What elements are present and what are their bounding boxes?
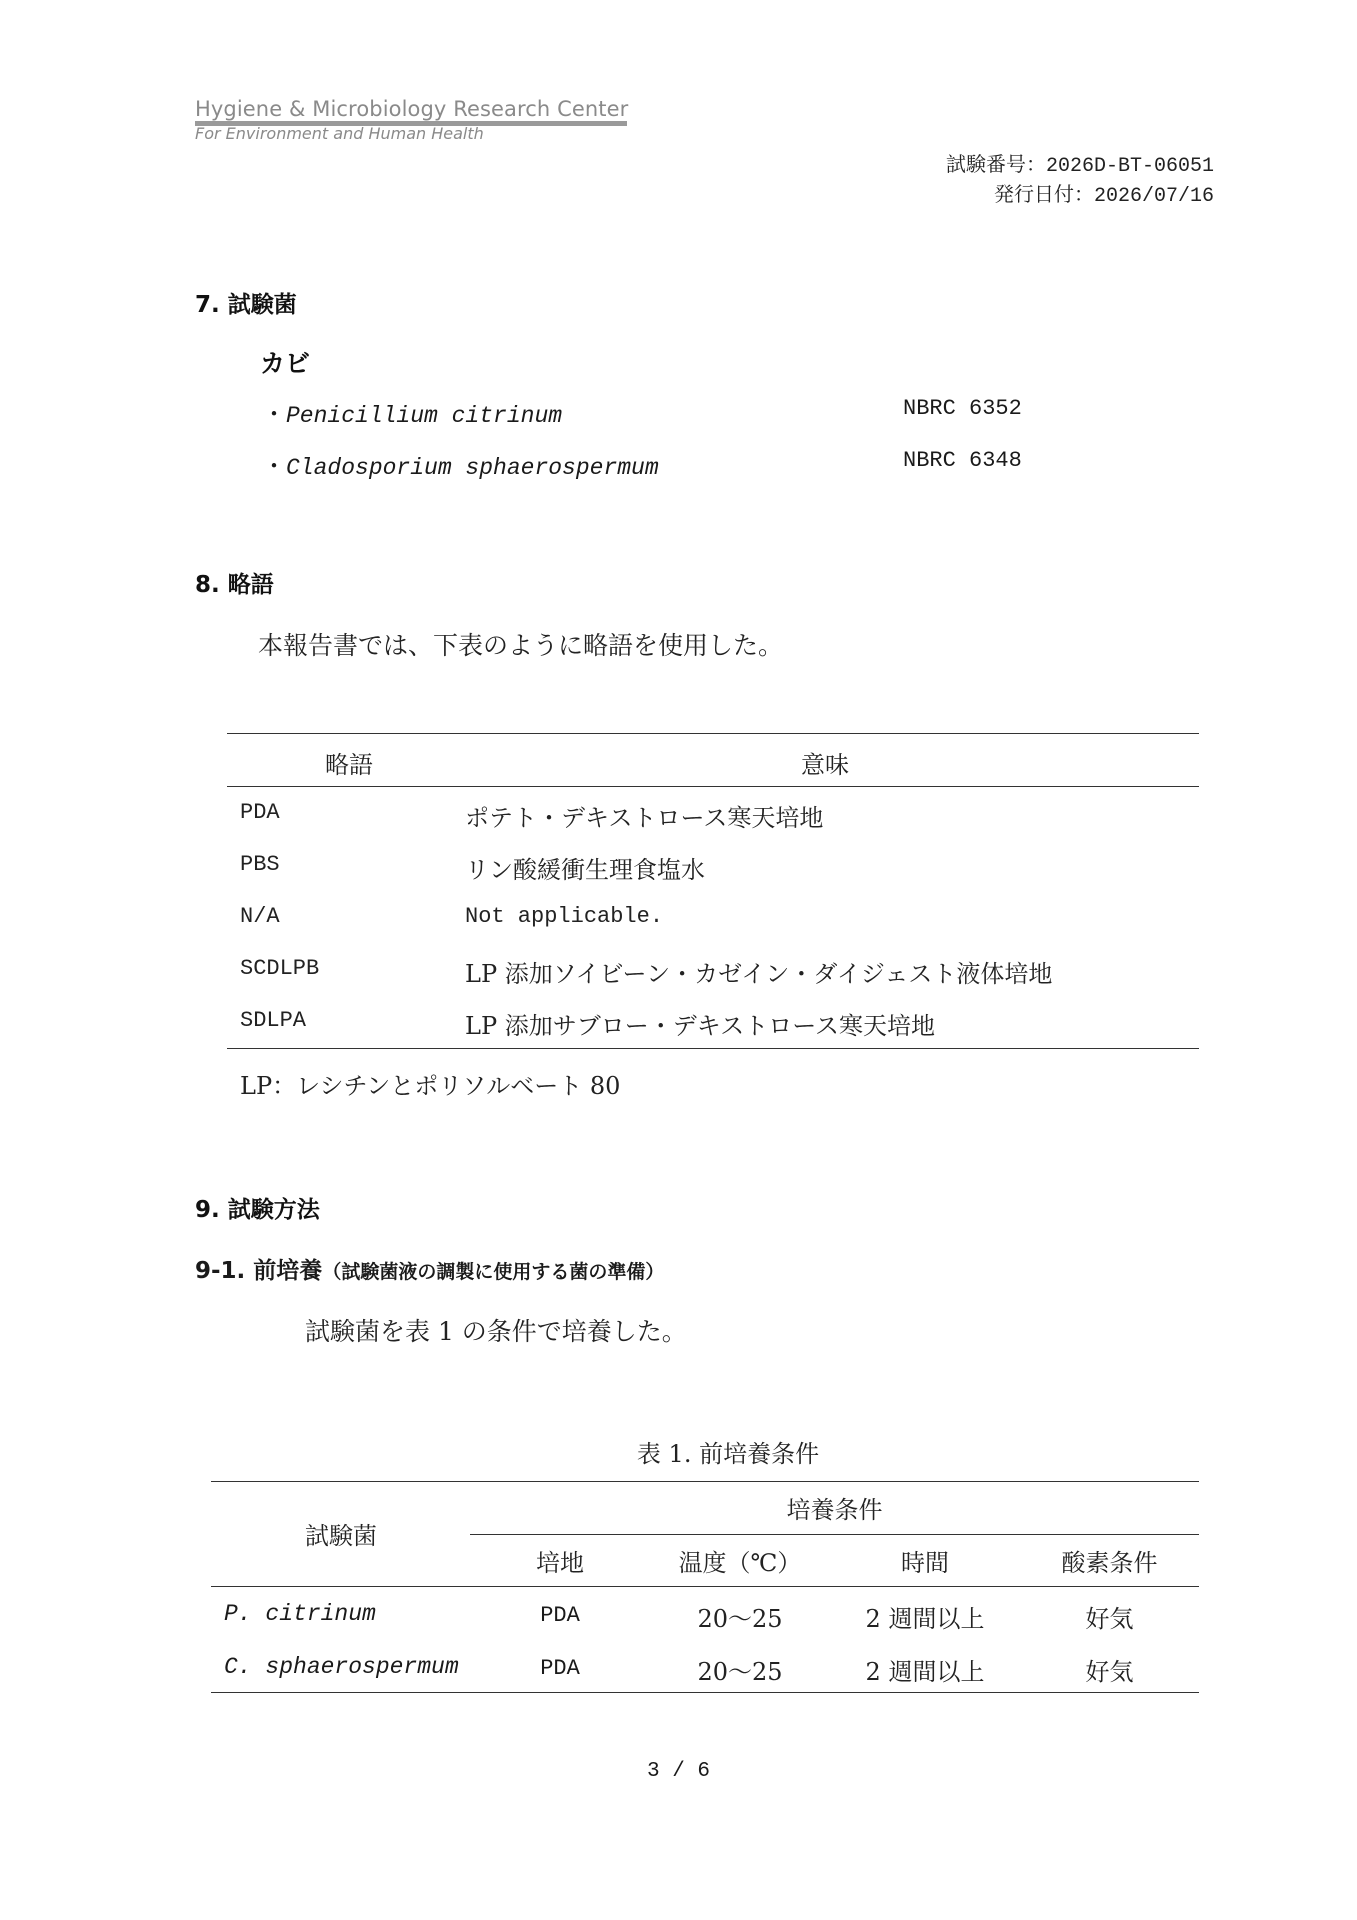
oxygen-column-header: 酸素条件 <box>1061 1549 1158 1577</box>
time-cell: 2 週間以上 <box>865 1605 985 1633</box>
organism-cell: C. sphaerospermum <box>224 1654 459 1680</box>
test-number: 試験番号：2026D-BT-06051 <box>945 155 1214 178</box>
section-7-heading: 7. 試験菌 <box>195 292 297 318</box>
org-tagline: For Environment and Human Health <box>195 124 484 143</box>
section-8-heading: 8. 略語 <box>195 572 274 598</box>
section-9-heading: 9. 試験方法 <box>195 1197 320 1223</box>
page-number: 3 / 6 <box>646 1760 710 1783</box>
strain-row <box>262 446 659 481</box>
meaning-cell: Not applicable. <box>465 904 664 929</box>
strain-name: Penicillium citrinum <box>286 403 563 429</box>
table-top-rule <box>227 733 1199 734</box>
table-1-caption: 表 1. 前培養条件 <box>636 1440 820 1468</box>
meaning-cell: LP 添加ソイビーン・カゼイン・ダイジェスト液体培地 <box>465 960 1053 988</box>
subsection-9-1-heading <box>195 1252 664 1285</box>
meaning-cell: ポテト・デキストロース寒天培地 <box>465 804 824 832</box>
meaning-cell: リン酸緩衝生理食塩水 <box>465 856 705 884</box>
abbr-cell: PBS <box>240 852 280 877</box>
time-column-header: 時間 <box>901 1549 949 1577</box>
section-9-intro: 試験菌を表 1 の条件で培養した。 <box>305 1317 687 1346</box>
table-footnote: LP：レシチンとポリソルベート 80 <box>240 1072 621 1100</box>
abbr-cell: SCDLPB <box>240 956 320 981</box>
bullet: ・ <box>262 452 286 480</box>
medium-cell: PDA <box>540 1656 580 1681</box>
strain-row <box>262 394 562 429</box>
subsection-title: 9-1. 前培養 <box>195 1258 323 1284</box>
temperature-column-header: 温度（℃） <box>678 1549 802 1577</box>
table-bottom-rule <box>227 1048 1199 1049</box>
oxygen-cell: 好気 <box>1085 1605 1134 1633</box>
organism-column-header: 試験菌 <box>305 1522 377 1550</box>
meaning-column-header: 意味 <box>801 751 849 779</box>
temperature-cell: 20〜25 <box>697 1605 783 1633</box>
group-header-rule <box>470 1534 1199 1535</box>
table-1-top-rule <box>211 1481 1199 1482</box>
strain-name: Cladosporium sphaerospermum <box>286 455 659 481</box>
subsection-note: （試験菌液の調製に使用する菌の準備） <box>322 1261 665 1283</box>
meaning-cell: LP 添加サブロー・デキストロース寒天培地 <box>465 1012 936 1040</box>
abbr-cell: N/A <box>240 904 280 929</box>
table-1-header-rule <box>211 1586 1199 1587</box>
strain-code: NBRC 6352 <box>903 396 1022 421</box>
time-cell: 2 週間以上 <box>865 1658 985 1686</box>
temperature-cell: 20〜25 <box>697 1658 783 1686</box>
issue-date: 発行日付：2026/07/16 <box>993 185 1214 208</box>
medium-cell: PDA <box>540 1603 580 1628</box>
culture-conditions-header: 培養条件 <box>786 1496 883 1524</box>
table-1-bottom-rule <box>211 1692 1199 1693</box>
bullet: ・ <box>262 400 286 428</box>
abbr-cell: SDLPA <box>240 1008 307 1033</box>
section-8-intro: 本報告書では、下表のように略語を使用した。 <box>258 631 784 660</box>
strain-category: カビ <box>260 349 311 378</box>
strain-code: NBRC 6348 <box>903 448 1022 473</box>
table-header-rule <box>227 786 1199 787</box>
medium-column-header: 培地 <box>536 1549 584 1577</box>
abbr-cell: PDA <box>240 800 280 825</box>
organism-cell: P. citrinum <box>224 1601 376 1627</box>
abbr-column-header: 略語 <box>325 751 373 779</box>
org-name: Hygiene & Microbiology Research Center <box>195 97 629 121</box>
oxygen-cell: 好気 <box>1085 1658 1134 1686</box>
